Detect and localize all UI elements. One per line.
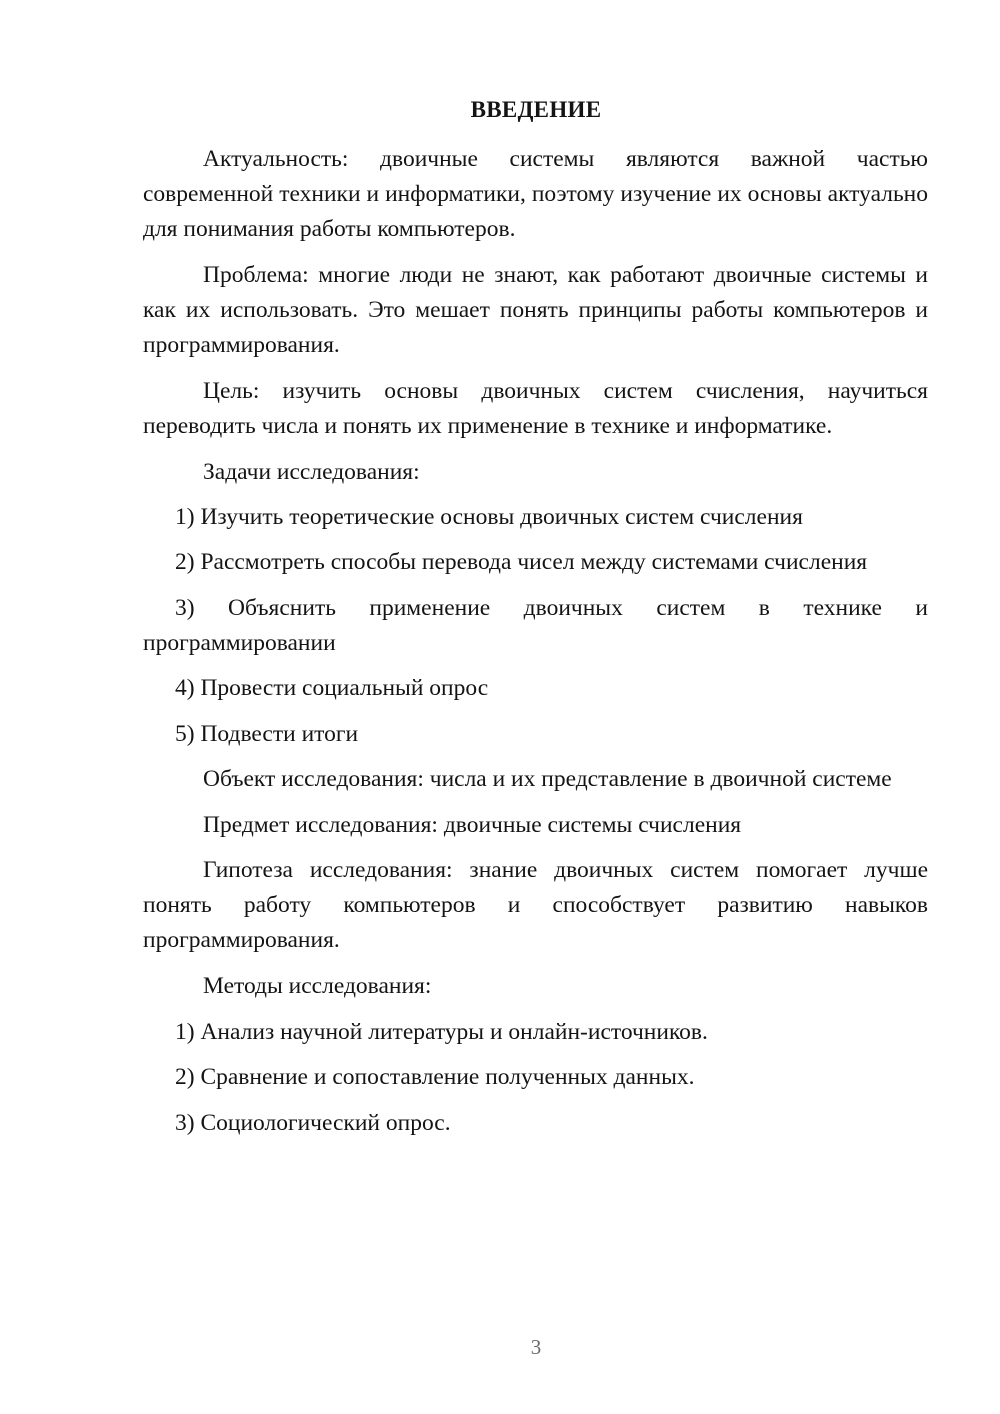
method-item-3: [143, 1106, 928, 1141]
goal-text: Цель: изучить основы двоичных систем счисления, научиться переводить числа и понять их применение в технике и информатике.: [143, 378, 928, 439]
method-text: 3) Социологический опрос.: [175, 1110, 451, 1136]
subject-paragraph: [143, 808, 928, 843]
method-text: 2) Сравнение и сопоставление полученных данных.: [175, 1064, 695, 1090]
method-item-2: [143, 1060, 928, 1095]
section-title: ВВЕДЕНИЕ: [470, 97, 602, 122]
method-item-1: [143, 1015, 928, 1050]
methods-heading: [143, 969, 928, 1004]
method-text: 1) Анализ научной литературы и онлайн-источников.: [175, 1019, 708, 1045]
task-item-3: [143, 591, 928, 661]
goal-paragraph: [143, 374, 928, 444]
object-text: Объект исследования: числа и их представление в двоичной системе: [203, 766, 892, 792]
task-text: 5) Подвести итоги: [175, 721, 359, 747]
relevance-text: Актуальность: двоичные системы являются важной частью современной техники и информатики, поэтому изучение их основы актуально для понимания работы компьютеров.: [143, 146, 928, 242]
task-text: 3) Объяснить применение двоичных систем в технике и программировании: [143, 595, 928, 656]
page-number: 3: [530, 1335, 542, 1359]
task-item-2: [143, 545, 928, 580]
hypothesis-text: Гипотеза исследования: знание двоичных систем помогает лучше понять работу компьютеров и способствует развитию навыков программирования.: [143, 857, 928, 953]
task-item-5: [143, 717, 928, 752]
task-item-4: [143, 671, 928, 706]
task-item-1: [143, 500, 928, 535]
relevance-paragraph: [143, 142, 928, 247]
problem-paragraph: [143, 258, 928, 363]
hypothesis-paragraph: [143, 853, 928, 958]
subject-text: Предмет исследования: двоичные системы счисления: [203, 812, 742, 838]
problem-text: Проблема: многие люди не знают, как работают двоичные системы и как их использовать. Это мешает понять принципы работы компьютеров и программирования.: [143, 262, 928, 358]
tasks-heading-text: Задачи исследования:: [203, 459, 420, 485]
task-text: 4) Провести социальный опрос: [175, 675, 489, 701]
tasks-heading: [143, 455, 928, 490]
task-text: 1) Изучить теоретические основы двоичных систем счисления: [175, 504, 803, 530]
methods-heading-text: Методы исследования:: [203, 973, 432, 999]
task-text: 2) Рассмотреть способы перевода чисел между системами счисления: [175, 549, 868, 575]
object-paragraph: [143, 762, 928, 797]
